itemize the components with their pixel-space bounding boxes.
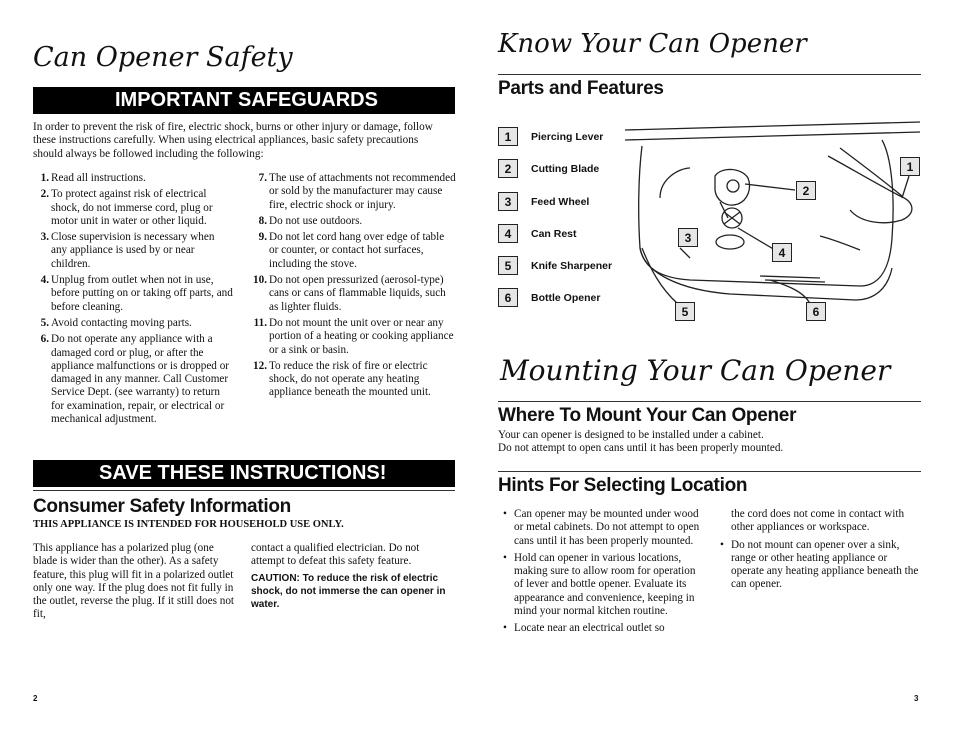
safeguard-item: 9. Do not let cord hang over edge of table or counter, or contact hot surfaces, including the stove. bbox=[258, 231, 445, 270]
safeguard-item: 8. Do not use outdoors. bbox=[258, 214, 363, 227]
part-label: Piercing Lever bbox=[531, 130, 604, 143]
part-label: Feed Wheel bbox=[531, 195, 590, 208]
part-label: Can Rest bbox=[531, 227, 577, 240]
can-opener-illustration bbox=[620, 118, 925, 328]
part-number-badge: 6 bbox=[498, 288, 518, 307]
save-instructions-bar: SAVE THESE INSTRUCTIONS! bbox=[33, 460, 455, 487]
safeguards-list-col2 bbox=[251, 172, 456, 403]
hint-item: • Do not mount can opener over a sink, range or other heating appliance or operate any heating appliance beneath the can opener. bbox=[717, 539, 921, 592]
polarized-plug-text: This appliance has a polarized plug (one blade is wider than the other). As a safety feature, this plug will fit in a polarized outlet only one way. If the plug does not fit fully in the outlet, reverse the plug. If it still does not fit, bbox=[33, 542, 235, 621]
part-number-badge: 1 bbox=[498, 127, 518, 146]
safeguard-item: 2. To protect against risk of electrical shock, do not immerse cord, plug or motor unit in water or other liquid. bbox=[40, 188, 213, 227]
divider bbox=[33, 490, 455, 491]
callout-3: 3 bbox=[678, 228, 698, 247]
safeguard-item: 11. Do not mount the unit over or near any portion of a heating or cooking appliance or a sink or basin. bbox=[253, 316, 454, 356]
polarized-plug-text-cont: contact a qualified electrician. Do not attempt to defeat this safety feature. bbox=[251, 542, 420, 568]
safeguard-item: 3. Close supervision is necessary when any appliance is used by or near children. bbox=[40, 231, 215, 270]
hints-list-col2 bbox=[717, 539, 921, 592]
hints-col2 bbox=[731, 508, 921, 596]
hint-item: • Locate near an electrical outlet so bbox=[500, 622, 705, 635]
part-label: Knife Sharpener bbox=[531, 259, 613, 272]
part-item bbox=[498, 288, 600, 307]
part-item bbox=[498, 159, 599, 178]
parts-features-heading: Parts and Features bbox=[498, 78, 664, 99]
safeguard-item: 5. Avoid contacting moving parts. bbox=[40, 316, 192, 329]
part-number-badge: 4 bbox=[498, 224, 518, 243]
callout-6: 6 bbox=[806, 302, 826, 321]
part-label: Cutting Blade bbox=[531, 162, 600, 175]
safeguard-item: 6. Do not operate any appliance with a damaged cord or plug, or after the appliance malfunctions or is dropped or damaged in any manner. Call Customer Service Dept. (see warranty) to return for examination, repair, or electrical or mechanical adjustment. bbox=[40, 333, 230, 426]
hint-item: • Can opener may be mounted under wood or metal cabinets. Do not attempt to open cans until it has been properly mounted. bbox=[500, 508, 705, 548]
safeguard-item: 1. Read all instructions. bbox=[40, 172, 146, 184]
safeguard-item: 7. The use of attachments not recommended or sold by the manufacturer may cause fire, electric shock or injury. bbox=[258, 172, 456, 211]
where-text-line: Do not attempt to open cans until it has been properly mounted. bbox=[498, 442, 784, 455]
important-safeguards-bar: IMPORTANT SAFEGUARDS bbox=[33, 87, 455, 114]
hint-item: • Hold can opener in various locations, making sure to allow room for operation of lever and bottle opener. Evaluate its appearance and convenience, keeping in mind your normal kitchen routine. bbox=[500, 552, 705, 618]
safeguard-item: 4. Unplug from outlet when not in use, before putting on or taking off parts, and before cleaning. bbox=[40, 274, 233, 313]
divider bbox=[498, 471, 921, 472]
part-item bbox=[498, 224, 577, 243]
callout-4: 4 bbox=[772, 243, 792, 262]
hints-heading: Hints For Selecting Location bbox=[498, 475, 748, 496]
part-number-badge: 3 bbox=[498, 192, 518, 211]
consumer-safety-heading: Consumer Safety Information bbox=[33, 496, 291, 517]
divider bbox=[498, 401, 921, 402]
where-to-mount-heading: Where To Mount Your Can Opener bbox=[498, 405, 797, 426]
callout-5: 5 bbox=[675, 302, 695, 321]
page-title-safety: Can Opener Safety bbox=[33, 42, 293, 73]
safeguards-list-col1 bbox=[33, 172, 233, 429]
hint-continuation: the cord does not come in contact with other appliances or workspace. bbox=[731, 508, 905, 534]
safeguard-item: 10. Do not open pressurized (aerosol-type) cans or cans of flammable liquids, such as lighter fluids. bbox=[253, 274, 446, 313]
household-use-note: THIS APPLIANCE IS INTENDED FOR HOUSEHOLD USE ONLY. bbox=[33, 519, 344, 530]
caution-note: CAUTION: To reduce the risk of electric shock, do not immerse the can opener in water. bbox=[251, 573, 446, 610]
safety-intro: In order to prevent the risk of fire, electric shock, burns or other injury or damage, follow these instructions carefully. When using electrical appliances, basic safety precautions should always be followed including the following: bbox=[33, 121, 433, 160]
parts-list bbox=[498, 120, 638, 320]
callout-1: 1 bbox=[900, 157, 920, 176]
part-item bbox=[498, 192, 589, 211]
where-text-line: Your can opener is designed to be installed under a cabinet. bbox=[498, 429, 764, 441]
mounting-title: Mounting Your Can Opener bbox=[500, 354, 891, 387]
where-to-mount-text bbox=[498, 429, 921, 456]
part-item bbox=[498, 127, 603, 146]
safeguard-item: 12. To reduce the risk of fire or electric shock, do not operate any heating appliance beneath the mounted unit. bbox=[253, 359, 431, 399]
part-item bbox=[498, 256, 612, 275]
page-number-right: 3 bbox=[914, 694, 919, 703]
part-number-badge: 2 bbox=[498, 159, 518, 178]
page-number-left: 2 bbox=[33, 694, 38, 703]
part-number-badge: 5 bbox=[498, 256, 518, 275]
callout-2: 2 bbox=[796, 181, 816, 200]
hints-list-col1 bbox=[500, 508, 705, 640]
page-title-know: Know Your Can Opener bbox=[498, 29, 807, 59]
divider bbox=[498, 74, 921, 75]
part-label: Bottle Opener bbox=[531, 291, 601, 304]
